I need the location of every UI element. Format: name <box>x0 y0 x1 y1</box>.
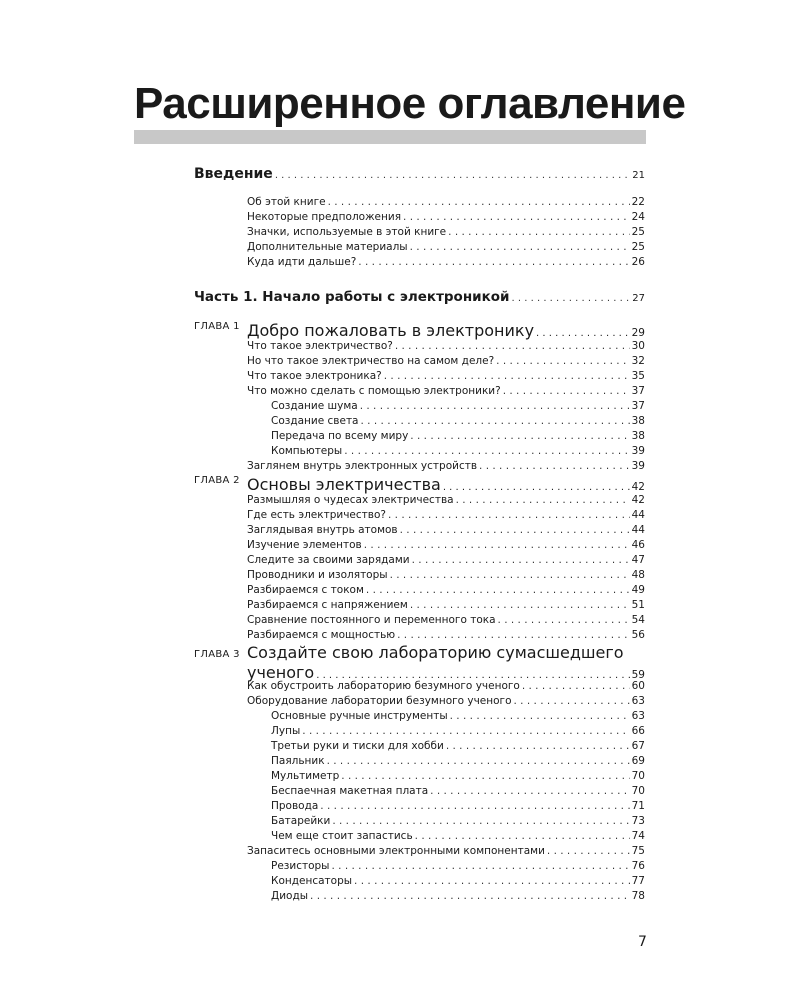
toc-entry[interactable]: Разбираемся с напряжением . . . 51 <box>0 599 800 611</box>
chapter-title: ученого <box>247 663 315 682</box>
toc-entry[interactable]: Значки, используемые в этой книге . . . 25 <box>0 226 800 238</box>
toc-subentry[interactable]: Провода . . . 71 <box>0 800 800 812</box>
chapter-title: Основы электричества <box>247 475 441 494</box>
toc-subentry[interactable]: Создание света . . . 38 <box>0 415 800 427</box>
toc-entry-part1[interactable]: Часть 1. Начало работы с электроникой . . . 27 <box>0 289 800 305</box>
toc-entry[interactable]: Заглянем внутрь электронных устройств . . . 39 <box>0 460 800 472</box>
toc-entry[interactable]: Запаситесь основными электронными компонентами . . . 75 <box>0 845 800 857</box>
chapter-title: Создайте свою лабораторию сумасшедшего <box>247 643 624 662</box>
toc-subentry[interactable]: Батарейки . . . 73 <box>0 815 800 827</box>
toc-entry[interactable]: Дополнительные материалы . . . 25 <box>0 241 800 253</box>
chapter-label: ГЛАВА 1 <box>194 321 240 332</box>
toc-entry[interactable]: Проводники и изоляторы . . . 48 <box>0 569 800 581</box>
toc-entry[interactable]: Разбираемся с током . . . 49 <box>0 584 800 596</box>
toc-subentry[interactable]: Основные ручные инструменты . . . 63 <box>0 710 800 722</box>
toc-entry[interactable]: Где есть электричество? . . . 44 <box>0 509 800 521</box>
toc-subentry[interactable]: Передача по всему миру . . . 38 <box>0 430 800 442</box>
toc-chapter-1[interactable]: ГЛАВА 1 Добро пожаловать в электронику . . . 29 <box>0 321 800 340</box>
toc-entry[interactable]: Об этой книге . . . 22 <box>0 196 800 208</box>
toc-entry-label: Введение <box>194 166 273 182</box>
toc-entry[interactable]: Разбираемся с мощностью . . . 56 <box>0 629 800 641</box>
toc-subentry[interactable]: Диоды . . . 78 <box>0 890 800 902</box>
toc-entry[interactable]: Сравнение постоянного и переменного тока . . . 54 <box>0 614 800 626</box>
toc-subentry[interactable]: Резисторы . . . 76 <box>0 860 800 872</box>
toc-chapter-3[interactable]: ученого . . . 59 <box>0 663 800 682</box>
toc-entry[interactable]: Изучение элементов . . . 46 <box>0 539 800 551</box>
toc-subentry[interactable]: Чем еще стоит запастись . . . 74 <box>0 830 800 842</box>
toc-subentry[interactable]: Мультиметр . . . 70 <box>0 770 800 782</box>
toc-subentry[interactable]: Беспаечная макетная плата . . . 70 <box>0 785 800 797</box>
toc-entry[interactable]: Некоторые предположения . . . 24 <box>0 211 800 223</box>
toc-chapter-2[interactable]: ГЛАВА 2 Основы электричества . . . 42 <box>0 475 800 494</box>
chapter-label: ГЛАВА 2 <box>194 475 240 486</box>
toc-page-number: 21 <box>632 170 645 181</box>
page-number: 7 <box>638 934 647 950</box>
toc-entry[interactable]: Заглядывая внутрь атомов . . . 44 <box>0 524 800 536</box>
toc-subentry[interactable]: Создание шума . . . 37 <box>0 400 800 412</box>
toc-entry[interactable]: Размышляя о чудесах электричества . . . 42 <box>0 494 800 506</box>
toc-subentry[interactable]: Компьютеры . . . 39 <box>0 445 800 457</box>
toc-entry[interactable]: Как обустроить лабораторию безумного ученого . . . 60 <box>0 680 800 692</box>
toc-entry[interactable]: Но что такое электричество на самом деле? . . . 32 <box>0 355 800 367</box>
toc-entry-intro[interactable] <box>0 166 800 182</box>
toc-subentry[interactable]: Конденсаторы . . . 77 <box>0 875 800 887</box>
page-title: Расширенное оглавление <box>134 78 646 144</box>
chapter-title: Добро пожаловать в электронику <box>247 321 535 340</box>
toc-entry[interactable]: Что можно сделать с помощью электроники? . . . 37 <box>0 385 800 397</box>
toc-subentry[interactable]: Лупы . . . 66 <box>0 725 800 737</box>
toc-subentry[interactable]: Паяльник . . . 69 <box>0 755 800 767</box>
toc-entry[interactable]: Следите за своими зарядами . . . 47 <box>0 554 800 566</box>
toc-subentry[interactable]: Третьи руки и тиски для хобби . . . 67 <box>0 740 800 752</box>
toc-entry-label: Часть 1. Начало работы с электроникой <box>194 289 510 305</box>
toc-entry[interactable]: Куда идти дальше? . . . 26 <box>0 256 800 268</box>
toc-entry[interactable]: Что такое электричество? . . . 30 <box>0 340 800 352</box>
toc-entry[interactable]: Что такое электроника? . . . 35 <box>0 370 800 382</box>
chapter-label: ГЛАВА 3 <box>194 649 240 660</box>
toc-entry[interactable]: Оборудование лаборатории безумного ученого . . . 63 <box>0 695 800 707</box>
